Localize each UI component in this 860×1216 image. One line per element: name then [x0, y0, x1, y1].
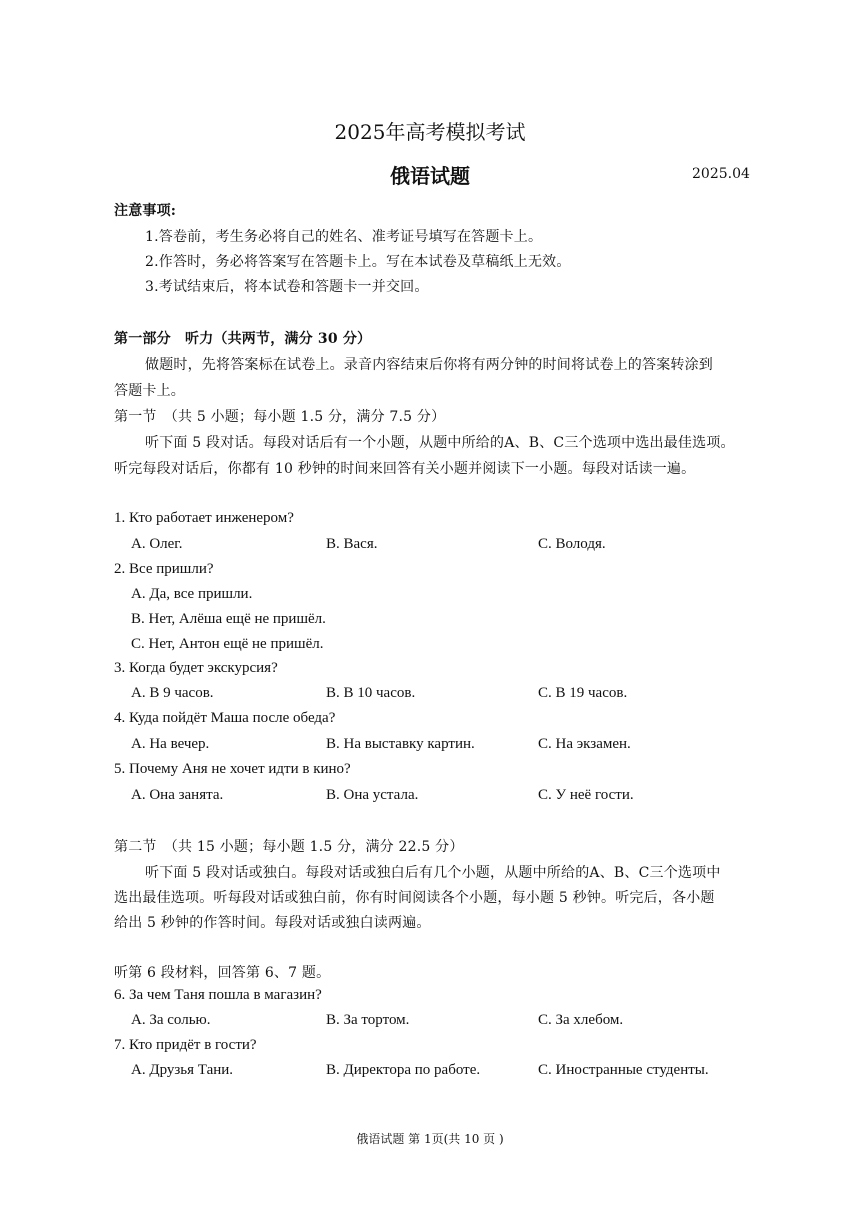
exam-subtitle: 俄语试题 [390, 164, 470, 188]
notes-heading: 注意事项: [114, 203, 177, 219]
section1-instruction: 听下面 5 段对话。每段对话后有一个小题，从题中所给的A、B、C三个选项中选出最佳选项。 [145, 435, 735, 451]
question-7: 7. Кто придёт в гости? [114, 1037, 257, 1053]
option-c: C. На экзамен. [538, 736, 631, 752]
option-b: B. В 10 часов. [326, 685, 416, 701]
note-item: 2.作答时，务必将答案写在答题卡上。写在本试卷及草稿纸上无效。 [145, 254, 571, 270]
material-note: 听第 6 段材料，回答第 6、7 题。 [114, 965, 331, 981]
question-1: 1. Кто работает инженером? [114, 510, 294, 526]
question-3: 3. Когда будет экскурсия? [114, 660, 278, 676]
option-b: B. Нет, Алёша ещё не пришёл. [131, 611, 326, 627]
option-b: B. Она устала. [326, 787, 419, 803]
question-2: 2. Все пришли? [114, 561, 214, 577]
section2-instruction: 给出 5 秒钟的作答时间。每段对话或独白读两遍。 [114, 915, 431, 931]
option-a: A. В 9 часов. [131, 685, 214, 701]
question-6: 6. За чем Таня пошла в магазин? [114, 987, 322, 1003]
option-c: C. Иностранные студенты. [538, 1062, 709, 1078]
option-b: B. За тортом. [326, 1012, 410, 1028]
option-a: A. Да, все пришли. [131, 586, 253, 602]
question-4: 4. Куда пойдёт Маша после обеда? [114, 710, 336, 726]
option-a: A. Она занята. [131, 787, 224, 803]
note-item: 1.答卷前，考生务必将自己的姓名、准考证号填写在答题卡上。 [145, 229, 543, 245]
part1-heading: 第一部分 听力（共两节，满分 30 分） [114, 331, 372, 347]
note-item: 3.考试结束后，将本试卷和答题卡一并交回。 [145, 279, 429, 295]
section2-heading: 第二节 （共 15 小题；每小题 1.5 分，满分 22.5 分） [114, 839, 464, 855]
section1-instruction: 听完每段对话后，你都有 10 秒钟的时间来回答有关小题并阅读下一小题。每段对话读一遍。 [114, 461, 696, 477]
option-a: A. На вечер. [131, 736, 210, 752]
option-b: B. На выставку картин. [326, 736, 475, 752]
exam-date: 2025.04 [692, 166, 750, 182]
exam-title: 2025年高考模拟考试 [334, 120, 526, 144]
option-c: C. У неё гости. [538, 787, 634, 803]
option-c: C. За хлебом. [538, 1012, 624, 1028]
section2-instruction: 选出最佳选项。听每段对话或独白前，你有时间阅读各个小题，每小题 5 秒钟。听完后，各小题 [114, 890, 715, 906]
option-c: C. Володя. [538, 536, 606, 552]
section2-instruction: 听下面 5 段对话或独白。每段对话或独白后有几个小题，从题中所给的A、B、C三个选项中 [145, 865, 721, 881]
option-c: C. Нет, Антон ещё не пришёл. [131, 636, 324, 652]
question-5: 5. Почему Аня не хочет идти в кино? [114, 761, 351, 777]
option-b: B. Директора по работе. [326, 1062, 481, 1078]
section1-heading: 第一节 （共 5 小题；每小题 1.5 分，满分 7.5 分） [114, 409, 446, 425]
option-c: C. В 19 часов. [538, 685, 628, 701]
part1-instruction: 做题时，先将答案标在试卷上。录音内容结束后你将有两分钟的时间将试卷上的答案转涂到 [145, 357, 713, 373]
page-footer: 俄语试题 第 1页(共 10 页 ) [356, 1132, 504, 1146]
option-a: A. Олег. [131, 536, 183, 552]
option-a: A. Друзья Тани. [131, 1062, 234, 1078]
part1-instruction: 答题卡上。 [114, 383, 185, 399]
option-a: A. За солью. [131, 1012, 211, 1028]
option-b: B. Вася. [326, 536, 378, 552]
